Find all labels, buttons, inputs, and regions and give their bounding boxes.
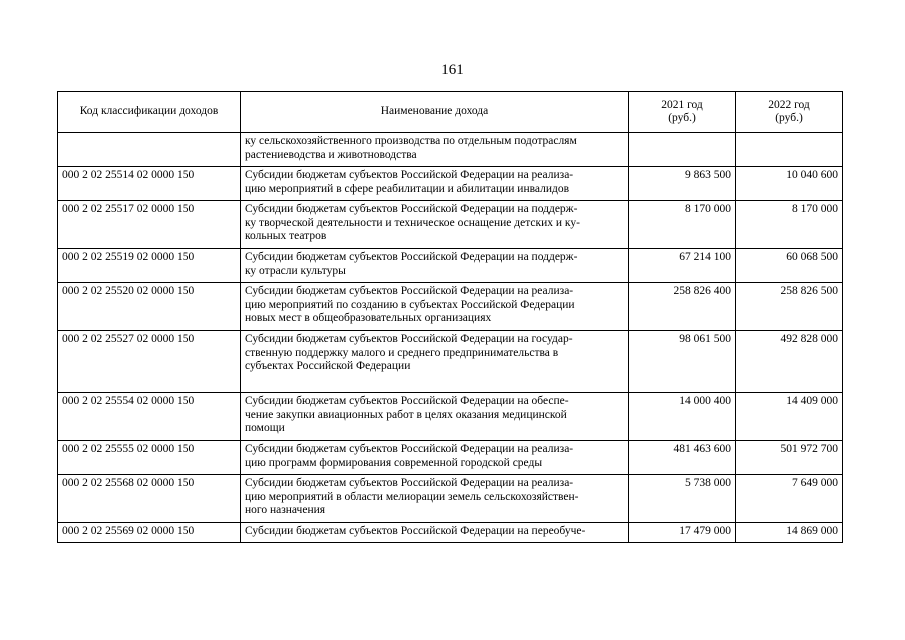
cell-2022: 10 040 600 bbox=[736, 167, 843, 201]
cell-2021: 8 170 000 bbox=[629, 201, 736, 249]
cell-name-line: Субсидии бюджетам субъектов Российской Федерации на поддерж- bbox=[245, 203, 578, 215]
cell-2022: 8 170 000 bbox=[736, 201, 843, 249]
cell-name-line: ку творческой деятельности и техническое оснащение детских и ку- bbox=[245, 216, 580, 229]
cell-code: 000 2 02 25569 02 0000 150 bbox=[58, 523, 241, 543]
cell-name-line: цию мероприятий в области мелиорации земель сельскохозяйствен- bbox=[245, 490, 579, 503]
cell-name bbox=[241, 201, 629, 249]
cell-name-line: ственную поддержку малого и среднего предпринимательства в bbox=[245, 346, 559, 359]
table-row bbox=[58, 441, 843, 475]
header-2022-year: 2022 год bbox=[768, 98, 810, 111]
cell-code bbox=[58, 133, 241, 167]
table-row bbox=[58, 393, 843, 441]
table-row bbox=[58, 133, 843, 167]
cell-name bbox=[241, 167, 629, 201]
cell-2022: 14 869 000 bbox=[736, 523, 843, 543]
header-2021 bbox=[629, 92, 736, 133]
cell-code: 000 2 02 25527 02 0000 150 bbox=[58, 331, 241, 393]
cell-name-line: субъектах Российской Федерации bbox=[245, 360, 411, 372]
table-row bbox=[58, 475, 843, 523]
cell-name-line: Субсидии бюджетам субъектов Российской Федерации на реализа- bbox=[245, 169, 574, 181]
cell-2021: 9 863 500 bbox=[629, 167, 736, 201]
cell-name-line: цию мероприятий в сфере реабилитации и абилитации инвалидов bbox=[245, 182, 570, 195]
cell-name-line: Субсидии бюджетам субъектов Российской Федерации на переобуче- bbox=[245, 525, 586, 537]
cell-name bbox=[241, 283, 629, 331]
cell-name bbox=[241, 133, 629, 167]
cell-2022: 492 828 000 bbox=[736, 331, 843, 393]
cell-code: 000 2 02 25519 02 0000 150 bbox=[58, 249, 241, 283]
cell-name-line: ку сельскохозяйственного производства по отдельным подотраслям bbox=[245, 135, 577, 147]
cell-name-line: цию программ формирования современной городской среды bbox=[245, 456, 543, 469]
table-row bbox=[58, 283, 843, 331]
cell-2022: 14 409 000 bbox=[736, 393, 843, 441]
cell-name bbox=[241, 441, 629, 475]
cell-name-line: ного назначения bbox=[245, 504, 326, 516]
cell-name-line: Субсидии бюджетам субъектов Российской Федерации на реализа- bbox=[245, 285, 574, 297]
cell-code: 000 2 02 25520 02 0000 150 bbox=[58, 283, 241, 331]
cell-name-line: Субсидии бюджетам субъектов Российской Федерации на реализа- bbox=[245, 477, 574, 489]
page-number: 161 bbox=[441, 62, 464, 78]
table-row bbox=[58, 523, 843, 543]
cell-code: 000 2 02 25555 02 0000 150 bbox=[58, 441, 241, 475]
cell-name-line: цию мероприятий по созданию в субъектах Российской Федерации bbox=[245, 298, 575, 311]
table-body bbox=[58, 133, 843, 543]
cell-name-line: Субсидии бюджетам субъектов Российской Федерации на обеспе- bbox=[245, 395, 569, 407]
revenue-table bbox=[57, 91, 843, 543]
cell-name bbox=[241, 393, 629, 441]
cell-name-line: ку отрасли культуры bbox=[245, 264, 346, 277]
header-2022 bbox=[736, 92, 843, 133]
cell-2021: 5 738 000 bbox=[629, 475, 736, 523]
cell-name-line: растениеводства и животноводства bbox=[245, 148, 417, 161]
cell-code: 000 2 02 25514 02 0000 150 bbox=[58, 167, 241, 201]
header-2021-unit: (руб.) bbox=[668, 112, 696, 124]
cell-name-line: Субсидии бюджетам субъектов Российской Федерации на поддерж- bbox=[245, 251, 578, 263]
cell-code: 000 2 02 25568 02 0000 150 bbox=[58, 475, 241, 523]
cell-2021: 481 463 600 bbox=[629, 441, 736, 475]
cell-2022: 258 826 500 bbox=[736, 283, 843, 331]
cell-name-line: чение закупки авиационных работ в целях оказания медицинской bbox=[245, 408, 567, 421]
cell-2022: 501 972 700 bbox=[736, 441, 843, 475]
cell-name-line: Субсидии бюджетам субъектов Российской Федерации на реализа- bbox=[245, 443, 574, 455]
cell-name-line: помощи bbox=[245, 422, 285, 434]
cell-2021: 17 479 000 bbox=[629, 523, 736, 543]
cell-2021: 67 214 100 bbox=[629, 249, 736, 283]
cell-2022: 60 068 500 bbox=[736, 249, 843, 283]
cell-name-line: новых мест в общеобразовательных организациях bbox=[245, 312, 492, 324]
table-row bbox=[58, 201, 843, 249]
table-row bbox=[58, 167, 843, 201]
cell-code: 000 2 02 25554 02 0000 150 bbox=[58, 393, 241, 441]
header-code: Код классификации доходов bbox=[58, 92, 241, 133]
cell-name-line: Субсидии бюджетам субъектов Российской Федерации на государ- bbox=[245, 333, 573, 345]
cell-name-line: кольных театров bbox=[245, 230, 327, 242]
cell-name bbox=[241, 331, 629, 393]
header-name: Наименование дохода bbox=[241, 92, 629, 133]
cell-2022: 7 649 000 bbox=[736, 475, 843, 523]
cell-2022 bbox=[736, 133, 843, 167]
cell-name bbox=[241, 523, 629, 543]
cell-name bbox=[241, 475, 629, 523]
cell-2021: 98 061 500 bbox=[629, 331, 736, 393]
table-row bbox=[58, 249, 843, 283]
cell-name bbox=[241, 249, 629, 283]
table-header-row bbox=[58, 92, 843, 133]
cell-2021 bbox=[629, 133, 736, 167]
header-2021-year: 2021 год bbox=[661, 98, 703, 111]
header-2022-unit: (руб.) bbox=[775, 112, 803, 124]
cell-code: 000 2 02 25517 02 0000 150 bbox=[58, 201, 241, 249]
cell-2021: 14 000 400 bbox=[629, 393, 736, 441]
table-row bbox=[58, 331, 843, 393]
cell-2021: 258 826 400 bbox=[629, 283, 736, 331]
